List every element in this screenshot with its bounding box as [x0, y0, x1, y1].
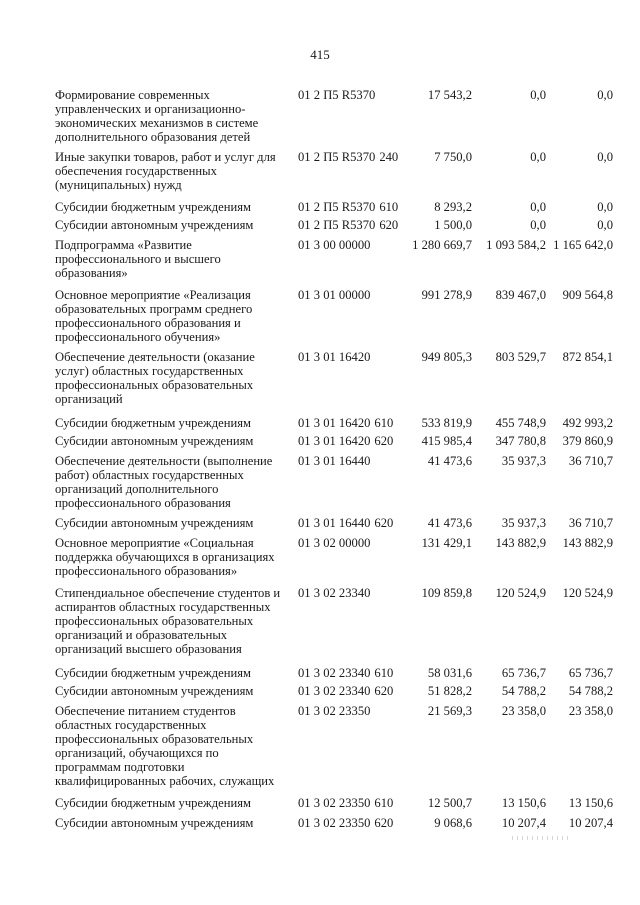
- row-value-year3: 36 710,7: [568, 454, 613, 468]
- row-expense-type: 620: [374, 434, 394, 448]
- row-value-year3: 0,0: [597, 218, 613, 232]
- row-value-year3: 0,0: [597, 88, 613, 102]
- row-name: Субсидии автономным учреждениям: [55, 434, 254, 448]
- row-value-year3: 872 854,1: [562, 350, 613, 364]
- row-expense-type: 620: [374, 684, 394, 698]
- row-expense-type: 610: [374, 796, 394, 810]
- row-target-code: 01 3 01 00000: [298, 288, 371, 302]
- row-value-year2: 143 882,9: [495, 536, 546, 550]
- row-name: Основное мероприятие «Социальная поддержка обучающихся в организациях профессионального образования»: [55, 536, 275, 578]
- row-expense-type: 620: [374, 516, 394, 530]
- row-name: Субсидии бюджетным учреждениям: [55, 666, 251, 680]
- row-target-code: 01 3 02 23340: [298, 586, 371, 600]
- row-target-code: 01 3 01 16420: [298, 350, 371, 364]
- row-target-code: 01 3 00 00000: [298, 238, 371, 252]
- row-value-year1: 7 750,0: [434, 150, 472, 164]
- row-value-year2: 65 736,7: [501, 666, 546, 680]
- row-value-year2: 35 937,3: [501, 454, 546, 468]
- row-target-code: 01 3 02 23350: [298, 796, 371, 810]
- row-name: Субсидии бюджетным учреждениям: [55, 416, 251, 430]
- row-value-year1: 131 429,1: [421, 536, 472, 550]
- row-name: Субсидии автономным учреждениям: [55, 218, 254, 232]
- row-name: Обеспечение деятельности (оказание услуг) областных государственных профессиональных образовательных организаций: [55, 350, 255, 406]
- row-value-year3: 65 736,7: [568, 666, 613, 680]
- row-expense-type: 610: [374, 666, 394, 680]
- row-value-year2: 1 093 584,2: [486, 238, 546, 252]
- row-name: Обеспечение деятельности (выполнение работ) областных государственных организаций дополнительного профессионального образования: [55, 454, 273, 510]
- row-expense-type: 620: [379, 218, 399, 232]
- row-expense-type: 620: [374, 816, 394, 830]
- row-value-year2: 0,0: [530, 200, 546, 214]
- row-name: Субсидии автономным учреждениям: [55, 516, 254, 530]
- row-name: Формирование современных управленческих и организационно- экономических механизмов в системе дополнительного образования детей: [55, 88, 259, 144]
- row-value-year1: 21 569,3: [427, 704, 472, 718]
- row-value-year2: 23 358,0: [501, 704, 546, 718]
- row-value-year2: 0,0: [530, 88, 546, 102]
- row-value-year3: 0,0: [597, 200, 613, 214]
- row-value-year3: 492 993,2: [562, 416, 613, 430]
- row-target-code: 01 2 П5 R5370: [298, 88, 376, 102]
- row-value-year1: 17 543,2: [427, 88, 472, 102]
- row-value-year3: 0,0: [597, 150, 613, 164]
- row-value-year3: 379 860,9: [562, 434, 613, 448]
- row-value-year2: 839 467,0: [495, 288, 546, 302]
- row-value-year3: 13 150,6: [568, 796, 613, 810]
- scan-artifact: [512, 836, 572, 840]
- row-target-code: 01 2 П5 R5370: [298, 150, 376, 164]
- row-target-code: 01 3 02 23340: [298, 684, 371, 698]
- row-value-year1: 109 859,8: [421, 586, 472, 600]
- row-value-year1: 533 819,9: [421, 416, 472, 430]
- row-name: Основное мероприятие «Реализация образовательных программ среднего профессионального образования и профессионального обучения»: [55, 288, 253, 344]
- row-value-year2: 0,0: [530, 218, 546, 232]
- row-value-year3: 909 564,8: [562, 288, 613, 302]
- row-target-code: 01 3 02 23350: [298, 704, 371, 718]
- row-expense-type: 610: [379, 200, 399, 214]
- row-value-year1: 949 805,3: [421, 350, 472, 364]
- row-value-year3: 1 165 642,0: [553, 238, 613, 252]
- row-value-year1: 41 473,6: [427, 454, 472, 468]
- row-value-year1: 415 985,4: [421, 434, 472, 448]
- row-name: Субсидии бюджетным учреждениям: [55, 200, 251, 214]
- row-target-code: 01 3 02 00000: [298, 536, 371, 550]
- row-target-code: 01 3 01 16440: [298, 516, 371, 530]
- row-value-year1: 1 500,0: [434, 218, 472, 232]
- row-value-year1: 1 280 669,7: [412, 238, 472, 252]
- row-value-year1: 41 473,6: [427, 516, 472, 530]
- row-value-year2: 347 780,8: [495, 434, 546, 448]
- row-value-year2: 10 207,4: [501, 816, 546, 830]
- row-value-year2: 13 150,6: [501, 796, 546, 810]
- row-target-code: 01 2 П5 R5370: [298, 218, 376, 232]
- row-value-year2: 803 529,7: [495, 350, 546, 364]
- row-value-year3: 36 710,7: [568, 516, 613, 530]
- row-value-year2: 35 937,3: [501, 516, 546, 530]
- row-target-code: 01 3 01 16440: [298, 454, 371, 468]
- row-value-year3: 54 788,2: [568, 684, 613, 698]
- row-value-year1: 12 500,7: [427, 796, 472, 810]
- page-number: 415: [310, 47, 330, 62]
- row-name: Подпрограмма «Развитие профессионального и высшего образования»: [55, 238, 221, 280]
- row-value-year1: 991 278,9: [421, 288, 472, 302]
- row-value-year3: 23 358,0: [568, 704, 613, 718]
- row-name: Субсидии бюджетным учреждениям: [55, 796, 251, 810]
- row-value-year2: 54 788,2: [501, 684, 546, 698]
- row-value-year3: 10 207,4: [568, 816, 613, 830]
- row-name: Иные закупки товаров, работ и услуг для обеспечения государственных (муниципальных) нужд: [55, 150, 276, 192]
- row-value-year1: 51 828,2: [427, 684, 472, 698]
- row-value-year1: 9 068,6: [434, 816, 472, 830]
- row-name: Обеспечение питанием студентов областных государственных профессиональных образовательных организаций, обучающихся по программам подготовки квалифицированных рабочих, служащих: [55, 704, 275, 788]
- row-value-year2: 0,0: [530, 150, 546, 164]
- row-expense-type: 240: [379, 150, 399, 164]
- row-name: Субсидии автономным учреждениям: [55, 816, 254, 830]
- row-target-code: 01 3 01 16420: [298, 416, 371, 430]
- row-value-year3: 120 524,9: [562, 586, 613, 600]
- row-value-year1: 58 031,6: [427, 666, 472, 680]
- row-target-code: 01 2 П5 R5370: [298, 200, 376, 214]
- row-target-code: 01 3 01 16420: [298, 434, 371, 448]
- row-name: Стипендиальное обеспечение студентов и аспирантов областных государственных профессиональных образовательных организаций и образовательных организаций высшего образования: [55, 586, 281, 656]
- row-value-year2: 455 748,9: [495, 416, 546, 430]
- row-target-code: 01 3 02 23340: [298, 666, 371, 680]
- row-name: Субсидии автономным учреждениям: [55, 684, 254, 698]
- row-value-year2: 120 524,9: [495, 586, 546, 600]
- row-value-year3: 143 882,9: [562, 536, 613, 550]
- row-target-code: 01 3 02 23350: [298, 816, 371, 830]
- row-value-year1: 8 293,2: [434, 200, 472, 214]
- row-expense-type: 610: [374, 416, 394, 430]
